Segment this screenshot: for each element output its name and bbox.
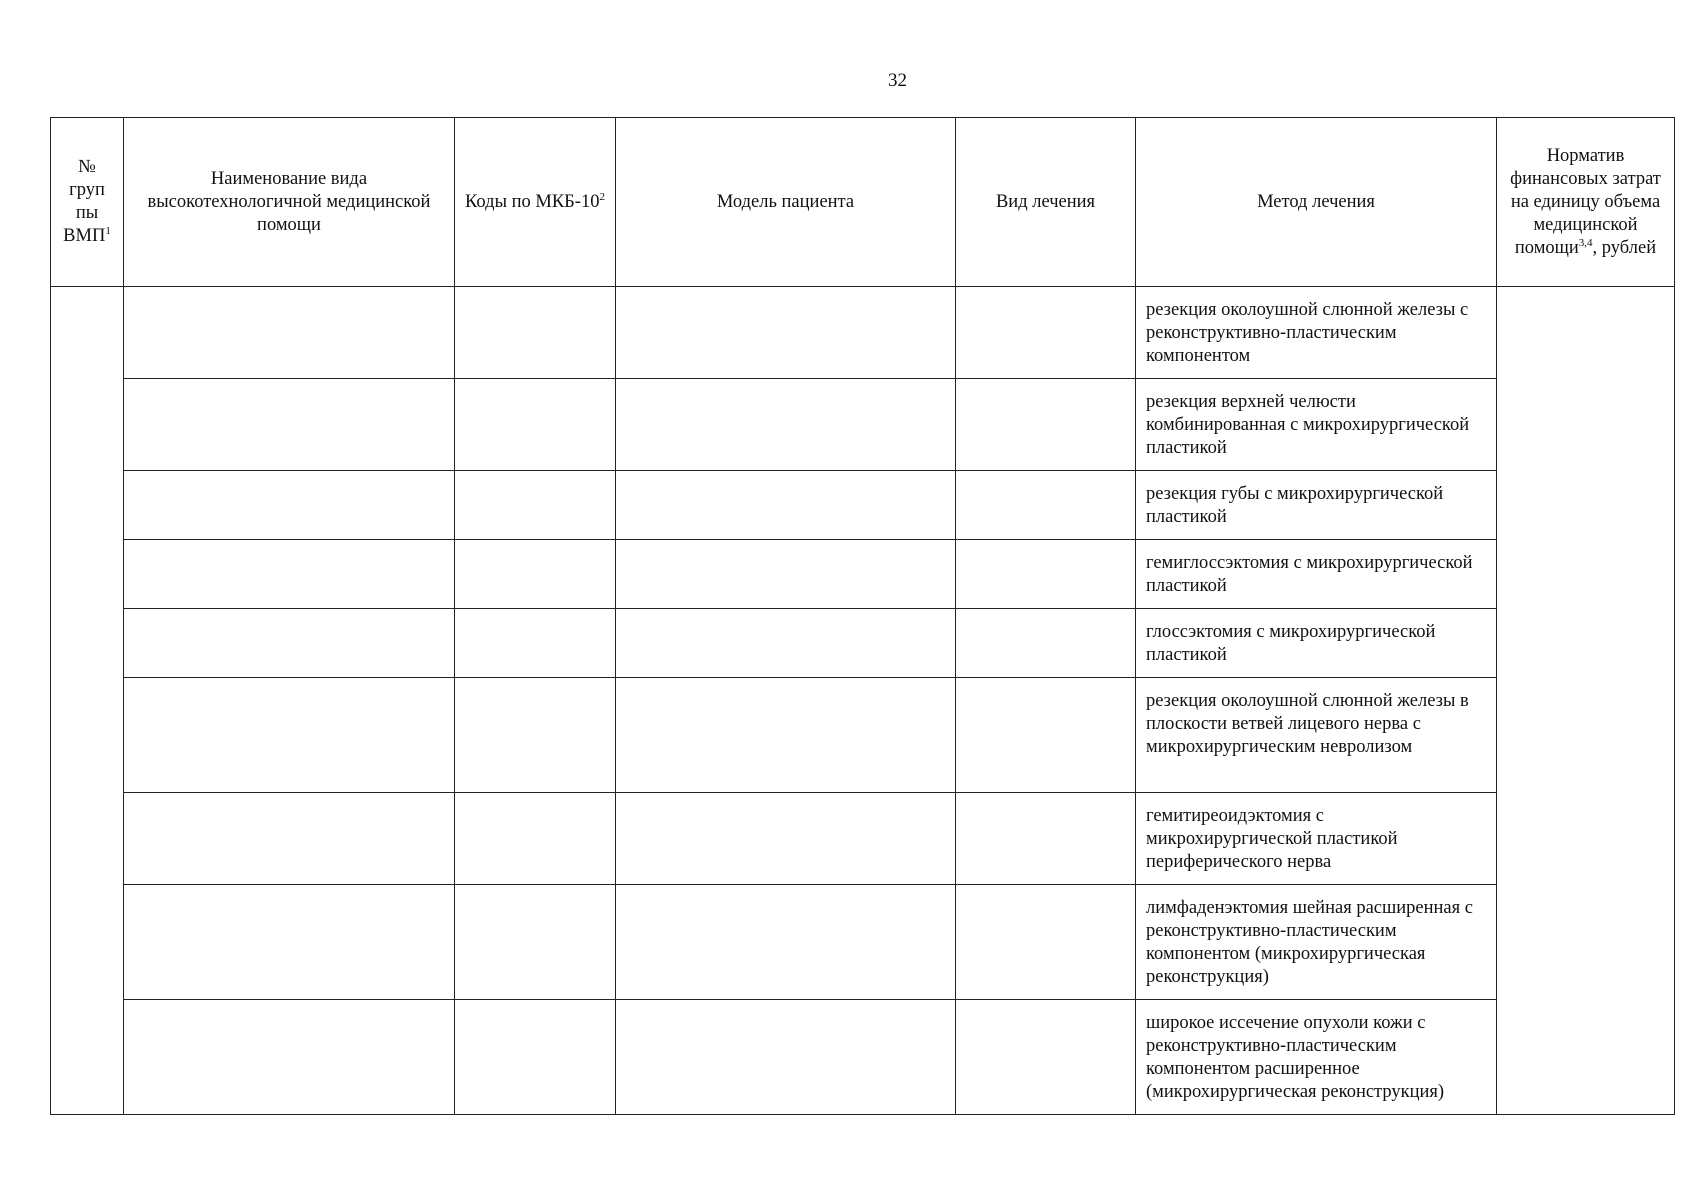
icd-codes-cell	[455, 609, 616, 678]
cost-norm-cell	[1497, 287, 1675, 1115]
icd-codes-cell	[455, 540, 616, 609]
page-number: 32	[888, 70, 907, 91]
patient-model-cell	[616, 609, 956, 678]
care-type-cell	[124, 379, 455, 471]
treatment-type-cell	[956, 609, 1136, 678]
header-treatment-method	[1136, 118, 1497, 287]
treatment-type-cell	[956, 471, 1136, 540]
header-care-type-name-text: Наименование вида высокотехнологичной медицинской помощи	[147, 168, 431, 235]
care-type-cell	[124, 678, 455, 793]
header-treatment-type	[956, 118, 1136, 287]
patient-model-cell	[616, 287, 956, 379]
table-row	[51, 471, 1675, 540]
header-group-number	[51, 118, 124, 287]
treatment-method-cell: лимфаденэктомия шейная расширенная с реконструктивно-пластическим компонентом (микрохирургическая реконструкция)	[1136, 885, 1497, 1000]
treatment-type-cell	[956, 540, 1136, 609]
patient-model-cell	[616, 885, 956, 1000]
header-patient-model	[616, 118, 956, 287]
treatment-method-cell: резекция околоушной слюнной железы с реконструктивно-пластическим компонентом	[1136, 287, 1497, 379]
header-group-number-line3: пы	[75, 203, 99, 223]
treatment-method-cell: резекция губы с микрохирургической пластикой	[1136, 471, 1497, 540]
icd-codes-cell	[455, 678, 616, 793]
treatment-method-cell: широкое иссечение опухоли кожи с реконструктивно-пластическим компонентом расширенное (микрохирургическая реконструкция)	[1136, 1000, 1497, 1115]
table-row	[51, 885, 1675, 1000]
treatment-method-cell: резекция верхней челюсти комбинированная с микрохирургической пластикой	[1136, 379, 1497, 471]
header-group-number-line2: груп	[69, 180, 105, 200]
care-type-cell	[124, 471, 455, 540]
care-type-cell	[124, 793, 455, 885]
header-patient-model-text: Модель пациента	[716, 191, 855, 212]
footnote-marker: 1	[105, 224, 111, 237]
icd-codes-cell	[455, 471, 616, 540]
icd-codes-cell	[455, 885, 616, 1000]
patient-model-cell	[616, 1000, 956, 1115]
treatment-method-cell: гемиглоссэктомия с микрохирургической пластикой	[1136, 540, 1497, 609]
header-icd-codes	[455, 118, 616, 287]
header-cost-norm-suffix: , рублей	[1592, 237, 1657, 258]
table-row	[51, 379, 1675, 471]
icd-codes-cell	[455, 793, 616, 885]
table-row	[51, 540, 1675, 609]
header-cost-norm	[1497, 118, 1675, 287]
patient-model-cell	[616, 471, 956, 540]
icd-codes-cell	[455, 287, 616, 379]
footnote-marker: 3,4	[1578, 236, 1593, 249]
table-row	[51, 609, 1675, 678]
care-type-cell	[124, 287, 455, 379]
treatment-type-cell	[956, 287, 1136, 379]
header-group-number-line1: №	[78, 157, 96, 177]
care-type-cell	[124, 885, 455, 1000]
table-row	[51, 678, 1675, 793]
header-row	[51, 118, 1675, 287]
header-icd-codes-text: Коды по МКБ-10	[465, 191, 600, 212]
patient-model-cell	[616, 540, 956, 609]
treatment-type-cell	[956, 1000, 1136, 1115]
care-type-cell	[124, 1000, 455, 1115]
header-treatment-method-text: Метод лечения	[1257, 191, 1375, 212]
treatment-method-cell: гемитиреоидэктомия с микрохирургической пластикой периферического нерва	[1136, 793, 1497, 885]
icd-codes-cell	[455, 1000, 616, 1115]
vmp-table	[50, 117, 1675, 1115]
table-row	[51, 793, 1675, 885]
care-type-cell	[124, 609, 455, 678]
treatment-method-cell: глоссэктомия с микрохирургической пластикой	[1136, 609, 1497, 678]
treatment-method-cell: резекция околоушной слюнной железы в плоскости ветвей лицевого нерва с микрохирургическим невролизом	[1136, 678, 1497, 793]
header-care-type-name	[124, 118, 455, 287]
patient-model-cell	[616, 678, 956, 793]
treatment-type-cell	[956, 885, 1136, 1000]
treatment-type-cell	[956, 379, 1136, 471]
patient-model-cell	[616, 379, 956, 471]
header-cost-norm-text: Норматив финансовых затрат на единицу объема медицинской помощи	[1510, 145, 1661, 258]
care-type-cell	[124, 540, 455, 609]
icd-codes-cell	[455, 379, 616, 471]
group-number-cell	[51, 287, 124, 1115]
treatment-type-cell	[956, 678, 1136, 793]
footnote-marker: 2	[599, 190, 605, 203]
header-group-number-line4: ВМП	[63, 226, 106, 246]
table-row	[51, 1000, 1675, 1115]
header-treatment-type-text: Вид лечения	[995, 191, 1096, 212]
patient-model-cell	[616, 793, 956, 885]
table-row	[51, 287, 1675, 379]
treatment-type-cell	[956, 793, 1136, 885]
